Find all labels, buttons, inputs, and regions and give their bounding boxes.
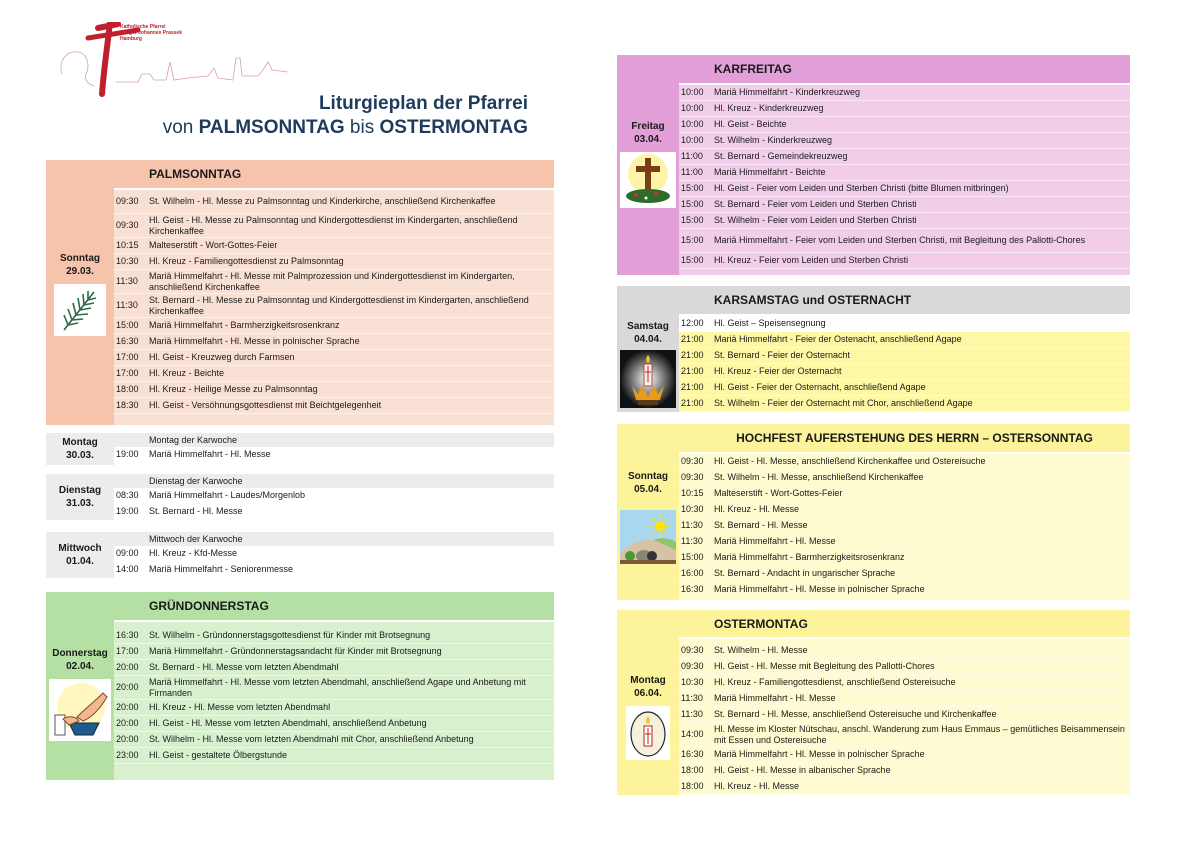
schedule-description: St. Bernard - Gemeindekreuzweg: [714, 151, 848, 161]
schedule-description: Malteserstift - Wort-Gottes-Feier: [714, 488, 843, 498]
schedule-description: Hl. Geist - Hl. Messe zu Palmsonntag und Kindergottesdienst im Kindergarten, anschließend Kirchenkaffee: [149, 214, 518, 236]
day-column: [46, 592, 114, 780]
schedule-row: [114, 350, 554, 366]
schedule-time: 21:00: [681, 382, 704, 392]
schedule-description: Mariä Himmelfahrt - Barmherzigkeitsrosenkranz: [714, 552, 905, 562]
schedule-row: [114, 294, 554, 318]
schedule-time: 10:00: [681, 103, 704, 113]
schedule-time: 15:00: [681, 235, 704, 245]
schedule-time: 09:30: [681, 472, 704, 482]
title-mid: bis: [344, 117, 380, 138]
title-from: PALMSONNTAG: [198, 117, 345, 138]
title-line-1: Liturgieplan der Pfarrei: [318, 93, 528, 114]
schedule-description: St. Bernard - Hl. Messe zu Palmsonntag und Kindergottesdienst im Kindergarten, anschließend Kirchenkaffee: [149, 294, 529, 316]
schedule-rows: [679, 83, 1130, 275]
schedule-time: 16:00: [681, 568, 704, 578]
schedule-description: Mariä Himmelfahrt - Hl. Messe mit Palmprozession und Kindergottesdienst im Kindergarten, anschließend Kirchenkaffee: [149, 270, 515, 292]
schedule-row: [679, 348, 1130, 364]
schedule-description: Mariä Himmelfahrt - Feier der Ostenacht, anschließend Agape: [714, 334, 962, 344]
schedule-description: St. Wilhelm - Hl. Messe zu Palmsonntag und Kinderkirche, anschließend Kirchenkaffee: [149, 196, 496, 206]
schedule-row: [114, 318, 554, 334]
day-date: 05.04.: [634, 484, 662, 495]
schedule-time: 23:00: [116, 750, 139, 760]
schedule-row: [679, 213, 1130, 229]
schedule-time: 09:30: [116, 220, 139, 230]
schedule-description: St. Bernard - Hl. Messe: [149, 506, 243, 516]
schedule-description: Hl. Geist - Feier der Osternacht, anschließend Agape: [714, 382, 926, 392]
schedule-row: [679, 675, 1130, 691]
schedule-time: 17:00: [116, 646, 139, 656]
schedule-row: [679, 550, 1130, 566]
title-line-2: [150, 116, 528, 140]
schedule-row: [114, 254, 554, 270]
schedule-row: [679, 133, 1130, 149]
day-column: [617, 55, 679, 275]
schedule-rows: [679, 452, 1130, 600]
section-body: [114, 433, 554, 465]
schedule-row: [679, 534, 1130, 550]
section-karsamstag: [617, 286, 1130, 412]
schedule-time: 16:30: [681, 749, 704, 759]
schedule-description: Mariä Himmelfahrt - Laudes/Morgenlob: [149, 490, 306, 500]
schedule-description: St. Wilhelm - Feier vom Leiden und Sterben Christi: [714, 215, 917, 225]
logo-text: [120, 24, 182, 42]
schedule-row: [114, 546, 554, 562]
schedule-description: Mariä Himmelfahrt - Seniorenmesse: [149, 564, 294, 574]
section-gruendonnerstag: [46, 592, 554, 780]
schedule-description: Mariä Himmelfahrt - Hl. Messe in polnischer Sprache: [149, 336, 360, 346]
schedule-time: 20:00: [116, 718, 139, 728]
schedule-description: Hl. Kreuz - Familiengottesdienst, anschließend Ostereisuche: [714, 677, 956, 687]
schedule-time: 10:30: [681, 677, 704, 687]
logo-line-3: Hamburg: [120, 36, 142, 42]
schedule-time: 11:30: [116, 276, 138, 286]
day-date: 31.03.: [66, 498, 94, 509]
section-body: [679, 424, 1130, 600]
easter-egg-icon: [626, 706, 670, 760]
section-header: KARFREITAG: [714, 62, 792, 76]
cross-icon: [620, 152, 676, 208]
section-subtitle: Mittwoch der Karwoche: [114, 532, 554, 546]
day-name: Donnerstag: [52, 648, 108, 659]
schedule-description: St. Wilhelm - Kinderkreuzweg: [714, 135, 833, 145]
day-date: 04.04.: [634, 334, 662, 345]
easter-candle-icon: [620, 350, 676, 408]
day-date: 06.04.: [634, 688, 662, 699]
schedule-time: 10:30: [116, 256, 139, 266]
schedule-row: [679, 518, 1130, 534]
section-body: [114, 592, 554, 780]
schedule-description: St. Wilhelm - Hl. Messe, anschließend Kirchenkaffee: [714, 472, 924, 482]
parish-logo: [58, 22, 298, 102]
schedule-rows: [679, 314, 1130, 412]
schedule-description: Hl. Geist - Versöhnungsgottesdienst mit Beichtgelegenheit: [149, 400, 382, 410]
schedule-time: 10:30: [681, 504, 704, 514]
schedule-time: 09:00: [116, 548, 139, 558]
schedule-time: 09:30: [681, 661, 704, 671]
schedule-row: [679, 165, 1130, 181]
day-name: Dienstag: [58, 485, 102, 496]
schedule-row: [679, 380, 1130, 396]
schedule-time: 15:00: [681, 199, 704, 209]
section-body: [114, 532, 554, 578]
schedule-time: 08:30: [116, 490, 139, 500]
schedule-row: [114, 660, 554, 676]
schedule-row: [114, 214, 554, 238]
schedule-row: [679, 707, 1130, 723]
schedule-description: Mariä Himmelfahrt - Feier vom Leiden und Sterben Christi, mit Begleitung des Pallotti-Chores: [714, 235, 1086, 245]
schedule-row: [114, 382, 554, 398]
schedule-row: [679, 763, 1130, 779]
section-body: [114, 474, 554, 520]
schedule-time: 11:30: [681, 520, 703, 530]
schedule-row: [679, 486, 1130, 502]
section-ostersonntag: [617, 424, 1130, 600]
schedule-time: 20:00: [116, 702, 139, 712]
schedule-time: 18:00: [116, 384, 139, 394]
schedule-description: Hl. Kreuz - Kinderkreuzweg: [714, 103, 824, 113]
schedule-description: Malteserstift - Wort-Gottes-Feier: [149, 240, 278, 250]
schedule-row: [114, 366, 554, 382]
schedule-description: Hl. Kreuz - Hl. Messe: [714, 781, 800, 791]
schedule-time: 20:00: [116, 662, 139, 672]
schedule-time: 15:00: [681, 183, 704, 193]
logo-line-2: Seliger Johannes Prassek: [120, 30, 182, 36]
palm-icon: [54, 284, 106, 336]
schedule-row: [114, 504, 554, 520]
section-header: KARSAMSTAG und OSTERNACHT: [714, 293, 912, 307]
section-karfreitag: [617, 55, 1130, 275]
schedule-row: [114, 716, 554, 732]
day-column: [617, 610, 679, 795]
section-header: PALMSONNTAG: [149, 167, 242, 181]
schedule-row: [679, 502, 1130, 518]
schedule-description: St. Wilhelm - Hl. Messe: [714, 645, 808, 655]
schedule-time: 09:30: [681, 456, 704, 466]
schedule-row: [114, 700, 554, 716]
schedule-description: Hl. Geist - Hl. Messe mit Begleitung des Pallotti-Chores: [714, 661, 935, 671]
schedule-description: Hl. Kreuz - Beichte: [149, 368, 225, 378]
schedule-row: [679, 149, 1130, 165]
schedule-time: 21:00: [681, 334, 704, 344]
empty-tomb-icon: [620, 510, 676, 564]
schedule-description: Hl. Geist - Hl. Messe in albanischer Sprache: [714, 765, 891, 775]
schedule-time: 15:00: [681, 552, 704, 562]
schedule-time: 11:30: [681, 693, 703, 703]
schedule-description: St. Bernard - Hl. Messe: [714, 520, 808, 530]
schedule-time: 20:00: [116, 682, 139, 692]
schedule-time: 19:00: [116, 506, 139, 516]
schedule-time: 11:00: [681, 151, 703, 161]
schedule-row: [679, 454, 1130, 470]
schedule-description: Mariä Himmelfahrt - Hl. Messe: [714, 693, 836, 703]
schedule-time: 09:30: [116, 196, 139, 206]
schedule-time: 15:00: [681, 255, 704, 265]
schedule-description: Hl. Geist - Beichte: [714, 119, 787, 129]
schedule-description: Hl. Kreuz - Familiengottesdienst zu Palmsonntag: [149, 256, 344, 266]
schedule-description: Hl. Messe im Kloster Nütschau, anschl. Wanderung zum Haus Emmaus – gemütliches Beisammensein mit Essen und Ostereisuche: [714, 723, 1125, 745]
schedule-row: [114, 398, 554, 414]
schedule-row: [114, 732, 554, 748]
logo-line-1: Katholische Pfarrei: [120, 24, 166, 30]
schedule-row: [114, 562, 554, 578]
day-date: 30.03.: [66, 450, 94, 461]
day-name: Montag: [630, 675, 666, 686]
schedule-row: [679, 101, 1130, 117]
schedule-row: [679, 659, 1130, 675]
schedule-description: St. Bernard - Hl. Messe, anschließend Ostereisuche und Kirchenkaffee: [714, 709, 997, 719]
schedule-description: Hl. Geist - gestaltete Ölbergstunde: [149, 750, 288, 760]
page-title: [150, 92, 528, 140]
schedule-time: 14:00: [681, 729, 704, 739]
section-montag: [46, 433, 554, 465]
section-palmsonntag: [46, 160, 554, 425]
day-name: Montag: [62, 437, 98, 448]
schedule-row: [679, 747, 1130, 763]
schedule-row: [679, 691, 1130, 707]
schedule-time: 19:00: [116, 449, 139, 459]
schedule-row: [679, 316, 1130, 332]
schedule-description: Hl. Kreuz - Feier der Osternacht: [714, 366, 842, 376]
schedule-time: 16:30: [116, 336, 139, 346]
schedule-time: 16:30: [681, 584, 704, 594]
schedule-time: 10:15: [116, 240, 139, 250]
schedule-description: St. Wilhelm - Feier der Osternacht mit Chor, anschließend Agape: [714, 398, 973, 408]
section-body: [679, 610, 1130, 795]
day-column: [46, 532, 114, 578]
schedule-time: 10:00: [681, 135, 704, 145]
schedule-row: [679, 643, 1130, 659]
section-dienstag: [46, 474, 554, 520]
schedule-description: St. Wilhelm - Gründonnerstagsgottesdienst für Kinder mit Brotsegnung: [149, 630, 431, 640]
schedule-description: St. Bernard - Andacht in ungarischer Sprache: [714, 568, 896, 578]
schedule-row: [114, 748, 554, 764]
schedule-time: 11:00: [681, 167, 703, 177]
schedule-row: [114, 334, 554, 350]
section-header: OSTERMONTAG: [714, 616, 808, 631]
day-name: Sonntag: [60, 253, 100, 264]
title-prefix: von: [162, 117, 199, 138]
schedule-time: 10:15: [681, 488, 704, 498]
schedule-time: 09:30: [681, 645, 704, 655]
schedule-rows: [114, 546, 554, 578]
day-column: [617, 424, 679, 600]
schedule-row: [114, 488, 554, 504]
schedule-description: Mariä Himmelfahrt - Beichte: [714, 167, 826, 177]
section-mittwoch: [46, 532, 554, 578]
schedule-description: Hl. Geist - Kreuzweg durch Farmsen: [149, 352, 295, 362]
schedule-row: [679, 117, 1130, 133]
section-subtitle: Dienstag der Karwoche: [114, 474, 554, 488]
schedule-row: [679, 181, 1130, 197]
schedule-row: [679, 364, 1130, 380]
schedule-description: Mariä Himmelfahrt - Hl. Messe in polnischer Sprache: [714, 749, 925, 759]
schedule-description: St. Bernard - Feier der Osternacht: [714, 350, 851, 360]
schedule-description: Mariä Himmelfahrt - Hl. Messe: [714, 536, 836, 546]
schedule-rows: [114, 447, 554, 465]
section-body: [114, 160, 554, 425]
schedule-description: Hl. Geist - Hl. Messe, anschließend Kirchenkaffee und Ostereisuche: [714, 456, 986, 466]
section-header: GRÜNDONNERSTAG: [149, 599, 269, 613]
schedule-time: 18:30: [116, 400, 139, 410]
section-header: HOCHFEST AUFERSTEHUNG DES HERRN – OSTERSONNTAG: [736, 431, 1093, 445]
schedule-rows: [114, 488, 554, 520]
schedule-row: [679, 566, 1130, 582]
schedule-rows: [114, 188, 554, 425]
day-name: Samstag: [627, 321, 669, 332]
day-date: 02.04.: [66, 661, 94, 672]
schedule-row: [114, 644, 554, 660]
schedule-time: 10:00: [681, 119, 704, 129]
schedule-description: St. Bernard - Feier vom Leiden und Sterben Christi: [714, 199, 917, 209]
day-date: 29.03.: [66, 266, 94, 277]
schedule-row: [679, 779, 1130, 795]
schedule-time: 18:00: [681, 765, 704, 775]
day-column: [46, 160, 114, 425]
schedule-row: [114, 190, 554, 214]
schedule-time: 16:30: [116, 630, 139, 640]
schedule-time: 21:00: [681, 398, 704, 408]
schedule-description: Hl. Geist - Hl. Messe vom letzten Abendmahl, anschließend Anbetung: [149, 718, 427, 728]
schedule-description: Hl. Kreuz - Kfd-Messe: [149, 548, 238, 558]
schedule-time: 10:00: [681, 87, 704, 97]
day-name: Sonntag: [628, 471, 668, 482]
schedule-row: [679, 582, 1130, 598]
schedule-row: [679, 229, 1130, 253]
section-body: [679, 55, 1130, 275]
day-name: Freitag: [631, 121, 665, 132]
schedule-description: Mariä Himmelfahrt - Hl. Messe: [149, 449, 271, 459]
schedule-time: 15:00: [681, 215, 704, 225]
schedule-time: 18:00: [681, 781, 704, 791]
schedule-rows: [679, 637, 1130, 795]
schedule-description: Hl. Kreuz - Heilige Messe zu Palmsonntag: [149, 384, 318, 394]
schedule-time: 11:30: [681, 536, 703, 546]
schedule-time: 11:30: [681, 709, 703, 719]
schedule-row: [679, 723, 1130, 747]
schedule-row: [114, 270, 554, 294]
schedule-time: 17:00: [116, 368, 139, 378]
schedule-description: Mariä Himmelfahrt - Barmherzigkeitsrosenkranz: [149, 320, 340, 330]
schedule-row: [114, 447, 554, 463]
schedule-row: [679, 85, 1130, 101]
section-ostermontag: [617, 610, 1130, 795]
schedule-time: 17:00: [116, 352, 139, 362]
schedule-time: 21:00: [681, 366, 704, 376]
schedule-time: 11:30: [116, 300, 138, 310]
section-body: [679, 286, 1130, 412]
day-date: 01.04.: [66, 556, 94, 567]
foot-washing-icon: [49, 679, 111, 741]
schedule-time: 14:00: [116, 564, 139, 574]
schedule-row: [679, 253, 1130, 269]
schedule-description: Hl. Kreuz - Hl. Messe: [714, 504, 800, 514]
schedule-row: [114, 676, 554, 700]
day-column: [46, 474, 114, 520]
schedule-row: [114, 628, 554, 644]
schedule-description: Mariä Himmelfahrt - Hl. Messe in polnischer Sprache: [714, 584, 925, 594]
schedule-description: Hl. Kreuz - Hl. Messe vom letzten Abendmahl: [149, 702, 331, 712]
schedule-row: [114, 238, 554, 254]
schedule-description: Hl. Geist - Feier vom Leiden und Sterben Christi (bitte Blumen mitbringen): [714, 183, 1009, 193]
schedule-description: Mariä Himmelfahrt - Hl. Messe vom letzten Abendmahl, anschließend Agape und Anbetung mit Firmanden: [149, 676, 526, 698]
section-subtitle: Montag der Karwoche: [114, 433, 554, 447]
schedule-description: St. Wilhelm - Hl. Messe vom letzten Abendmahl mit Chor, anschließend Anbetung: [149, 734, 474, 744]
schedule-description: Hl. Kreuz - Feier vom Leiden und Sterben Christi: [714, 255, 909, 265]
day-column: [46, 433, 114, 465]
title-to: OSTERMONTAG: [379, 117, 528, 138]
schedule-description: Mariä Himmelfahrt - Gründonnerstagsandacht für Kinder mit Brotsegnung: [149, 646, 442, 656]
schedule-time: 15:00: [116, 320, 139, 330]
day-name: Mittwoch: [58, 543, 102, 554]
schedule-description: Hl. Geist – Speisensegnung: [714, 318, 826, 328]
schedule-row: [679, 470, 1130, 486]
day-date: 03.04.: [634, 134, 662, 145]
schedule-time: 12:00: [681, 318, 704, 328]
schedule-time: 21:00: [681, 350, 704, 360]
schedule-description: St. Bernard - Hl. Messe vom letzten Abendmahl: [149, 662, 339, 672]
schedule-rows: [114, 620, 554, 780]
schedule-row: [679, 396, 1130, 412]
schedule-description: Mariä Himmelfahrt - Kinderkreuzweg: [714, 87, 861, 97]
day-column: [617, 286, 679, 412]
schedule-row: [679, 332, 1130, 348]
schedule-time: 20:00: [116, 734, 139, 744]
schedule-row: [679, 197, 1130, 213]
